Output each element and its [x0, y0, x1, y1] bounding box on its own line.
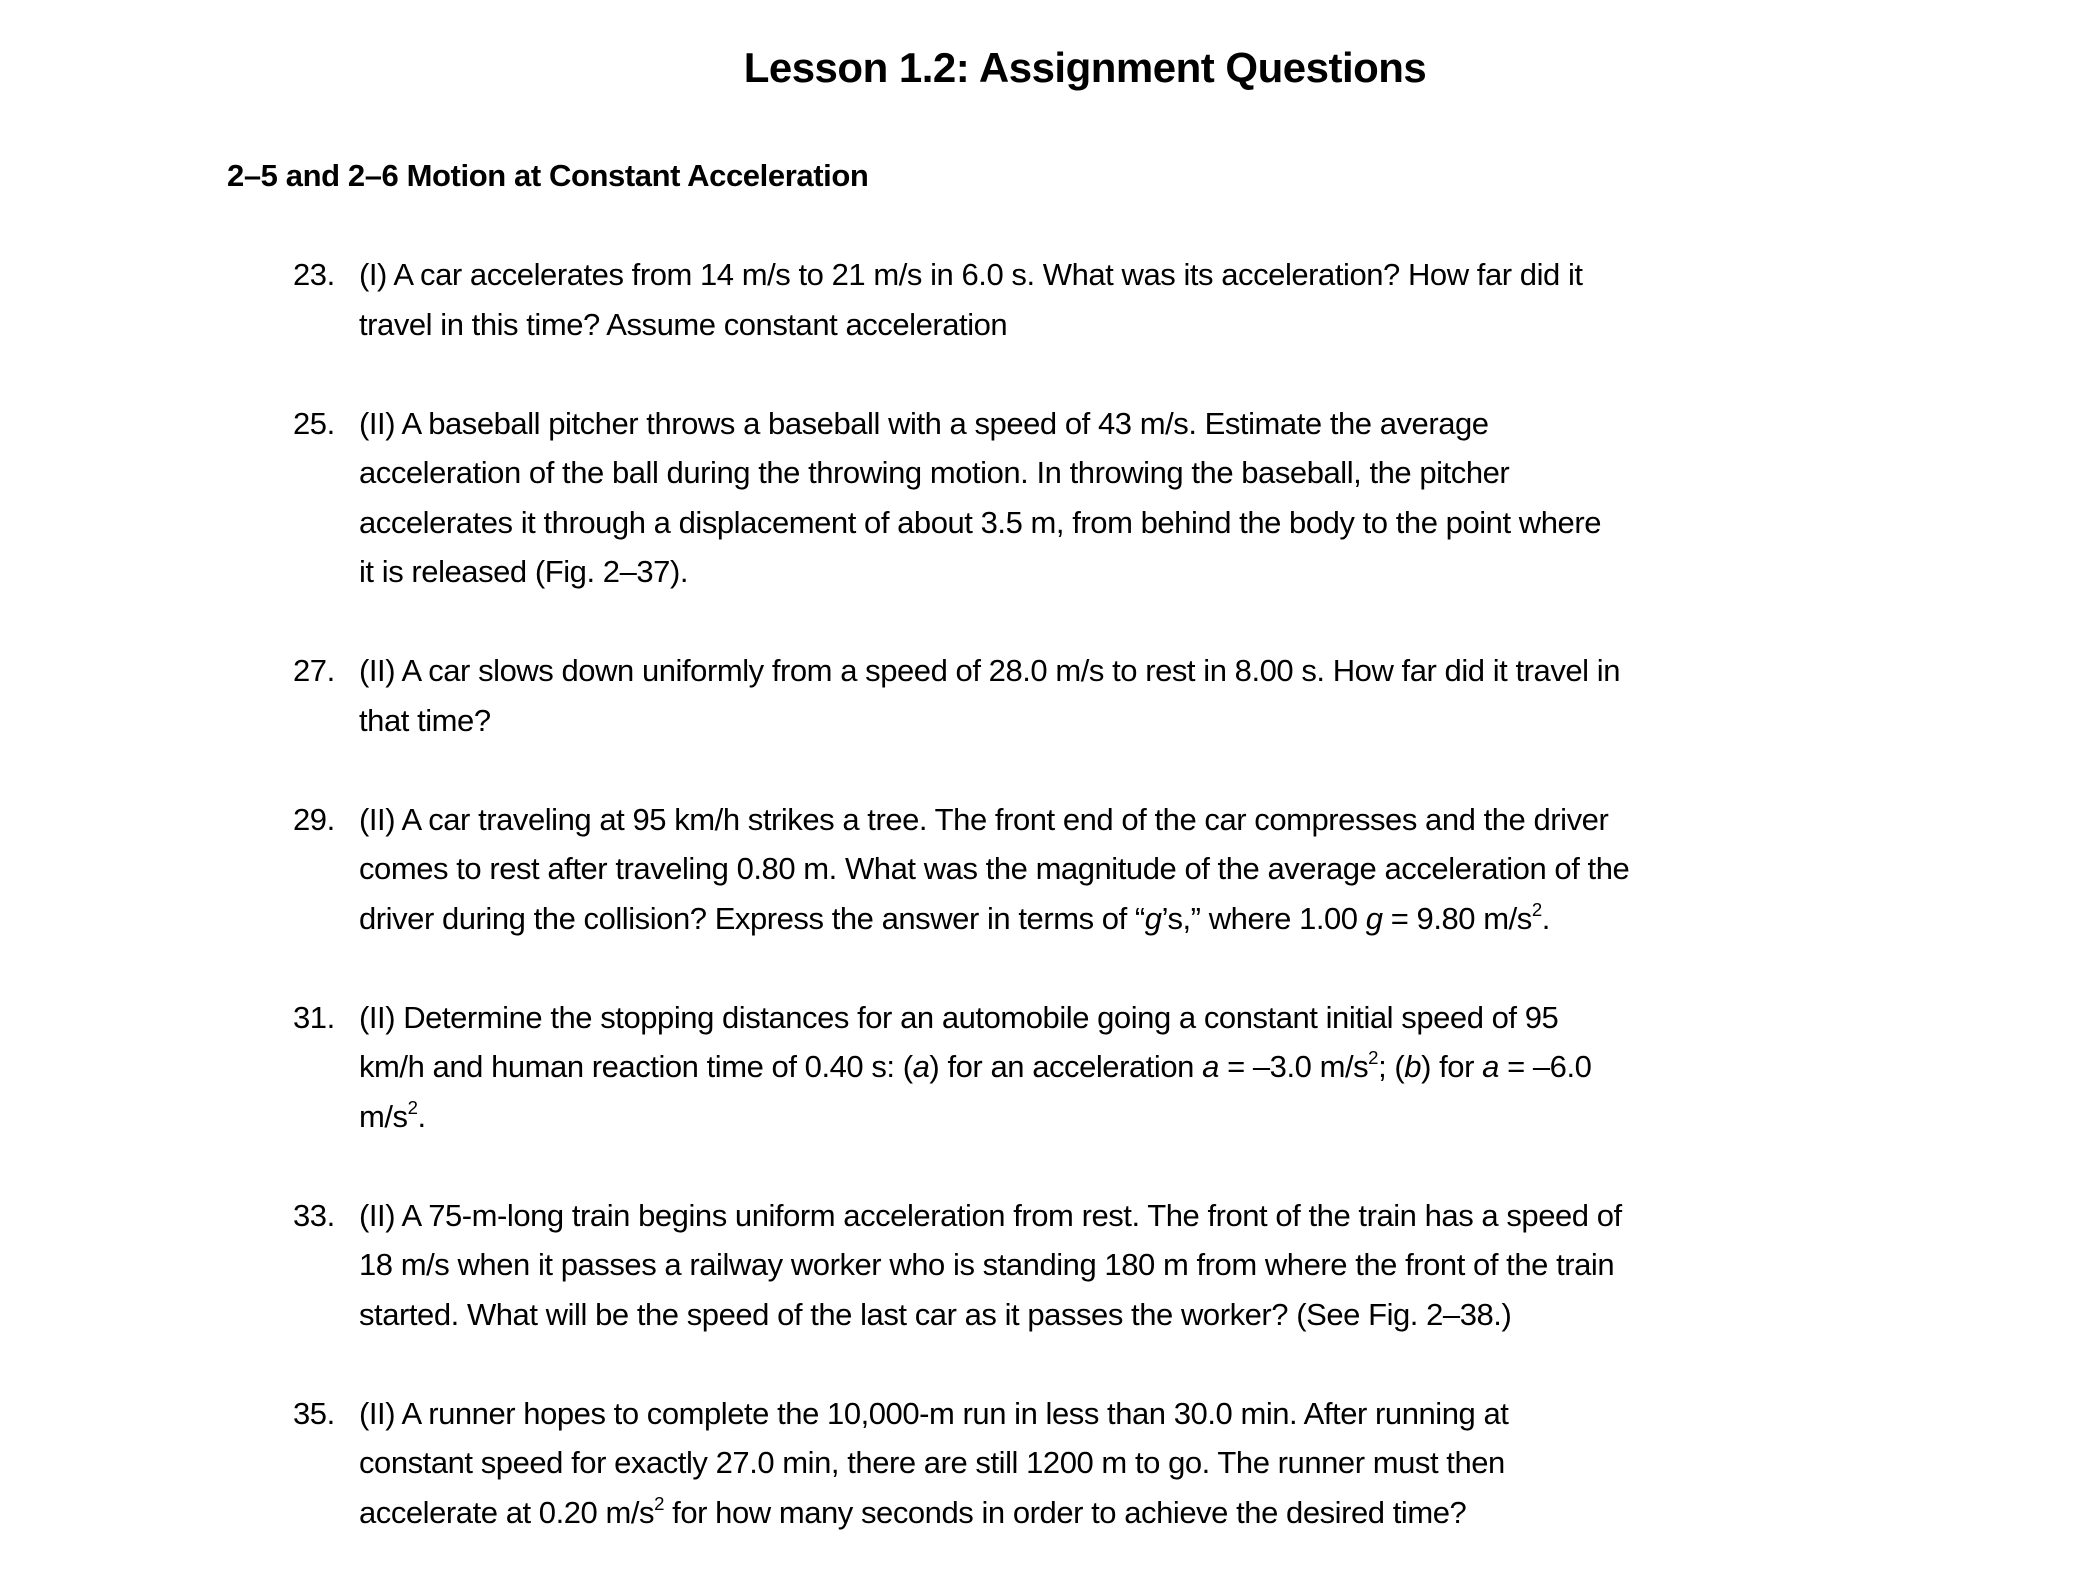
italic-variable: b: [1404, 1049, 1422, 1084]
question-number: 23.: [293, 257, 335, 292]
text-run: (II) A car slows down uniformly from a speed of 28.0 m/s to rest in 8.00 s. How far did it travel in: [359, 653, 1620, 688]
question-line: [359, 1438, 1508, 1488]
question-list: [293, 250, 1629, 1587]
text-run: it is released (Fig. 2–37).: [359, 554, 689, 589]
italic-variable: a: [912, 1049, 930, 1084]
question-number: 29.: [293, 801, 335, 837]
question-number: 25.: [293, 405, 335, 441]
page-title: Lesson 1.2: Assignment Questions: [743, 44, 1427, 91]
question-text: [359, 1389, 1508, 1538]
superscript: 2: [1368, 1046, 1379, 1068]
question-text: [359, 250, 1583, 349]
question-line: [359, 795, 1629, 845]
question-line: [359, 1389, 1508, 1439]
question-item: [293, 1389, 1629, 1538]
question-number: 35.: [293, 1395, 335, 1431]
superscript: 2: [1531, 898, 1542, 920]
text-run: driver during the collision? Express the answer in terms of “: [359, 900, 1145, 936]
question-line: [359, 993, 1591, 1043]
question-item: [293, 399, 1629, 597]
text-run: travel in this time? Assume constant acceleration: [359, 306, 1008, 342]
question-text: [359, 993, 1591, 1142]
question-line: [359, 1042, 1591, 1092]
italic-variable: a: [1202, 1049, 1219, 1084]
question-item: [293, 250, 1629, 349]
question-item: [293, 795, 1629, 944]
text-run: .: [1541, 900, 1550, 936]
text-run: m/s: [359, 1098, 408, 1134]
superscript: 2: [654, 1492, 664, 1514]
text-run: 18 m/s when it passes a railway worker who is standing 180 m from where the front of the train: [359, 1247, 1615, 1282]
italic-variable: a: [1482, 1049, 1499, 1084]
text-run: = –3.0 m/s: [1218, 1049, 1369, 1084]
question-text: [359, 399, 1601, 597]
question-line: [359, 844, 1629, 894]
question-number: 33.: [293, 1197, 335, 1233]
section-heading: 2–5 and 2–6 Motion at Constant Acceleration: [227, 158, 869, 193]
italic-variable: g: [1365, 900, 1383, 936]
question-item: [293, 993, 1629, 1142]
text-run: ’s,” where 1.00: [1161, 900, 1366, 936]
text-run: ; (: [1378, 1049, 1405, 1084]
text-run: for how many seconds in order to achieve the desired time?: [664, 1494, 1467, 1530]
question-line: [359, 399, 1601, 449]
text-run: (II) A runner hopes to complete the 10,000-m run in less than 30.0 min. After running at: [359, 1395, 1509, 1431]
superscript: 2: [407, 1096, 418, 1118]
question-number: 27.: [293, 653, 335, 688]
text-run: = 9.80 m/s: [1382, 900, 1532, 936]
text-run: (II) A 75-m-long train begins uniform acceleration from rest. The front of the train has a speed of: [359, 1197, 1622, 1233]
italic-variable: g: [1144, 900, 1162, 936]
text-run: (II) A car traveling at 95 km/h strikes a tree. The front end of the car compresses and the driver: [359, 801, 1609, 837]
question-line: [359, 1488, 1508, 1538]
question-line: [359, 498, 1601, 548]
question-line: [359, 300, 1583, 350]
text-run: (II) A baseball pitcher throws a baseball with a speed of 43 m/s. Estimate the average: [359, 405, 1489, 441]
text-run: (II) Determine the stopping distances for an automobile going a constant initial speed of 95: [359, 999, 1559, 1035]
question-text: [359, 795, 1629, 944]
text-run: (I) A car accelerates from 14 m/s to 21 m/s in 6.0 s. What was its acceleration? How far did it: [359, 257, 1583, 292]
text-run: comes to rest after traveling 0.80 m. What was the magnitude of the average acceleration of the: [359, 851, 1630, 886]
question-line: [359, 1092, 1591, 1142]
text-run: ) for: [1421, 1049, 1483, 1084]
text-run: that time?: [359, 702, 491, 738]
question-text: [359, 1191, 1622, 1340]
text-run: constant speed for exactly 27.0 min, there are still 1200 m to go. The runner must then: [359, 1445, 1505, 1480]
question-text: [359, 646, 1620, 745]
text-run: accelerates it through a displacement of about 3.5 m, from behind the body to the point where: [359, 504, 1601, 540]
question-line: [359, 547, 1601, 597]
question-item: [293, 646, 1629, 745]
question-line: [359, 696, 1620, 746]
text-run: started. What will be the speed of the last car as it passes the worker? (See Fig. 2–38.): [359, 1296, 1512, 1332]
question-line: [359, 1240, 1622, 1290]
question-number: 31.: [293, 999, 335, 1035]
question-line: [359, 894, 1629, 944]
question-line: [359, 250, 1583, 300]
text-run: acceleration of the ball during the throwing motion. In throwing the baseball, the pitcher: [359, 455, 1510, 490]
question-line: [359, 448, 1601, 498]
question-item: [293, 1191, 1629, 1340]
question-line: [359, 1290, 1622, 1340]
text-run: ) for an acceleration: [929, 1049, 1203, 1084]
question-line: [359, 646, 1620, 696]
text-run: = –6.0: [1498, 1049, 1592, 1084]
text-run: km/h and human reaction time of 0.40 s: (: [359, 1049, 913, 1084]
text-run: .: [417, 1098, 426, 1134]
question-line: [359, 1191, 1622, 1241]
text-run: accelerate at 0.20 m/s: [359, 1494, 655, 1530]
